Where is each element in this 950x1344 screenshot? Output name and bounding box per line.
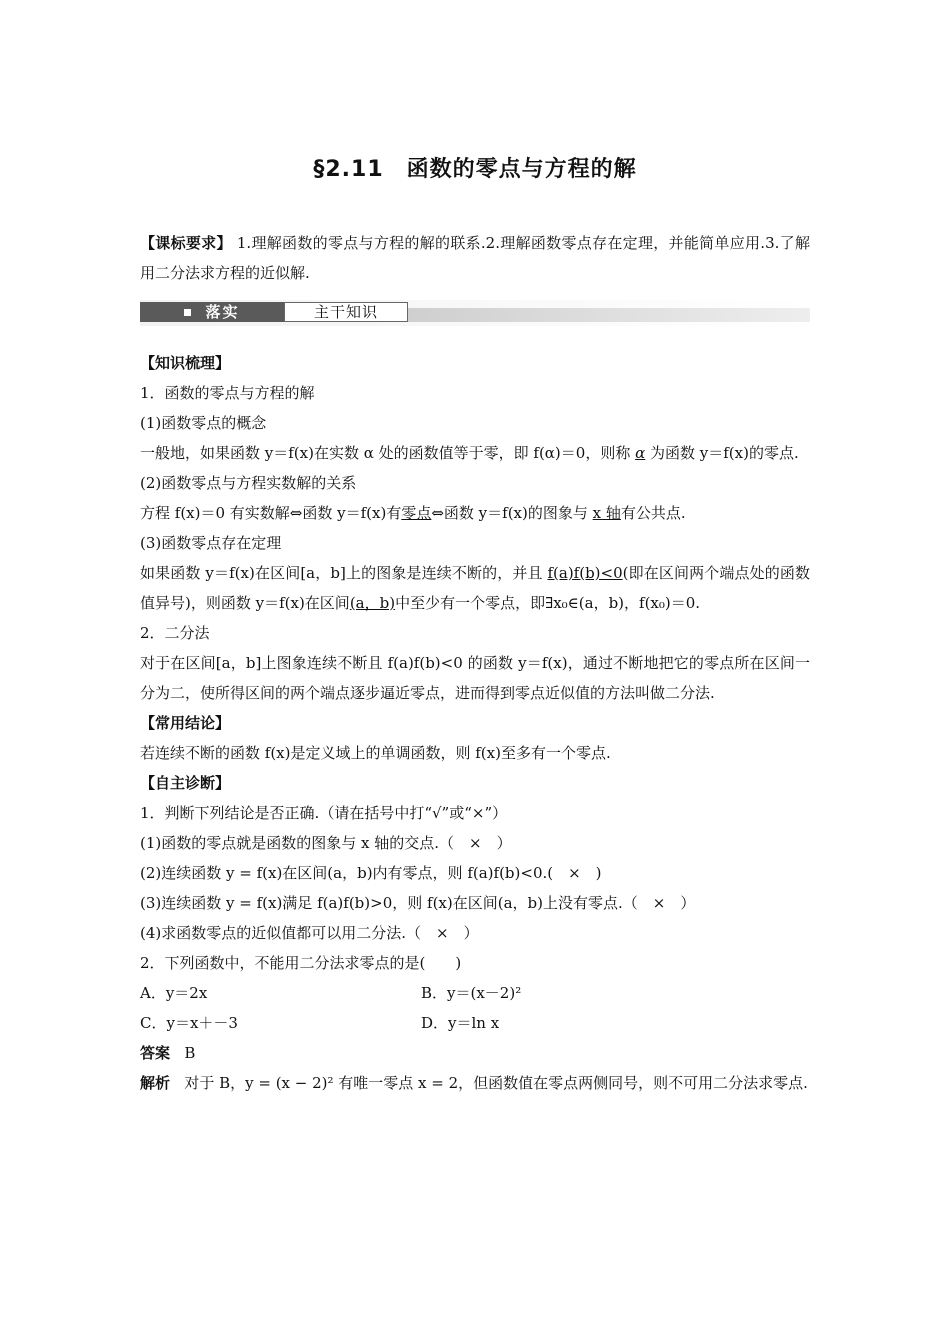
knowledge-sub-1: (1)函数零点的概念 xyxy=(140,414,267,432)
requirements-text: 1.理解函数的零点与方程的解的联系.2.理解函数零点存在定理，并能简单应用.3.了解用二分法求方程的近似解. xyxy=(140,234,810,282)
answer-line xyxy=(140,1038,810,1068)
section-banner xyxy=(140,300,810,326)
question-1-item: (3)连续函数 y = f(x)满足 f(a)f(b)>0，则 f(x)在区间(a，b)上没有零点.（ × ） xyxy=(140,894,696,912)
sub2-text-a: 方程 f(x)＝0 有实数解⇔函数 y＝f(x)有 xyxy=(140,504,402,522)
sub1-underline: α xyxy=(635,444,646,462)
option-a: A．y＝2x xyxy=(140,984,208,1002)
banner-rule xyxy=(408,308,810,322)
conclusion-heading: 【常用结论】 xyxy=(140,714,231,732)
analysis-text: 对于 B，y = (x − 2)² 有唯一零点 x = 2，但函数值在零点两侧同号，则不可用二分法求零点. xyxy=(184,1074,808,1092)
knowledge-heading: 【知识梳理】 xyxy=(140,354,231,372)
sub3-text-b: (即在区间两个端点处的函数值异号)，则函数 y＝f(x)在区间 xyxy=(140,564,810,612)
question-1-item: (2)连续函数 y = f(x)在区间(a，b)内有零点，则 f(a)f(b)<0.( × ) xyxy=(140,864,602,882)
option-d: D．y＝ln x xyxy=(421,1014,500,1032)
answer-label: 答案 xyxy=(140,1044,171,1062)
options-row-1 xyxy=(140,978,810,1008)
option-b: B．y＝(x－2)² xyxy=(421,984,522,1002)
sub3-underline-2: (a，b) xyxy=(349,594,396,612)
sub3-underline-1: f(a)f(b)<0 xyxy=(547,564,623,582)
banner-light-label: 主干知识 xyxy=(284,302,408,322)
conclusion-text: 若连续不断的函数 f(x)是定义域上的单调函数，则 f(x)至多有一个零点. xyxy=(140,744,611,762)
square-bullet-icon xyxy=(184,309,191,316)
knowledge-sub-2-text xyxy=(140,498,810,528)
content-body xyxy=(140,228,810,1098)
sub1-text-b: 为函数 y＝f(x)的零点. xyxy=(645,444,799,462)
knowledge-item-2-text: 对于在区间[a，b]上图象连续不断且 f(a)f(b)<0 的函数 y＝f(x)，通过不断地把它的零点所在区间一分为二，使所得区间的两个端点逐步逼近零点，进而得到零点近似值的方法叫做二分法. xyxy=(140,654,810,702)
knowledge-item-1: 1．函数的零点与方程的解 xyxy=(140,384,315,402)
analysis-line xyxy=(140,1068,810,1098)
requirements-tag: 【课标要求】 xyxy=(140,234,232,252)
knowledge-item-2: 2．二分法 xyxy=(140,624,210,642)
question-1-item: (4)求函数零点的近似值都可以用二分法.（ × ） xyxy=(140,924,479,942)
sub2-underline-1: 零点 xyxy=(401,504,432,522)
sub2-text-b: ⇔函数 y＝f(x)的图象与 xyxy=(431,504,593,522)
analysis-label: 解析 xyxy=(140,1074,171,1092)
sub1-text-a: 一般地，如果函数 y＝f(x)在实数 α 处的函数值等于零，即 f(α)＝0，则称 xyxy=(140,444,636,462)
knowledge-sub-2: (2)函数零点与方程实数解的关系 xyxy=(140,474,357,492)
page-title: §2.11 函数的零点与方程的解 xyxy=(313,157,637,182)
banner-dark-label xyxy=(140,302,284,322)
sub3-text-c: 中至少有一个零点，即∃x₀∈(a，b)，f(x₀)＝0. xyxy=(395,594,701,612)
knowledge-sub-1-text xyxy=(140,438,810,468)
answer-value: B xyxy=(184,1044,196,1062)
question-2: 2．下列函数中，不能用二分法求零点的是( ) xyxy=(140,954,462,972)
sub3-text-a: 如果函数 y＝f(x)在区间[a，b]上的图象是连续不断的，并且 xyxy=(140,564,548,582)
question-1: 1．判断下列结论是否正确.（请在括号中打“√”或“×”） xyxy=(140,804,508,822)
curriculum-requirements xyxy=(140,228,810,288)
question-1-item: (1)函数的零点就是函数的图象与 x 轴的交点.（ × ） xyxy=(140,834,512,852)
knowledge-sub-3: (3)函数零点存在定理 xyxy=(140,534,282,552)
knowledge-sub-3-text xyxy=(140,558,810,618)
sub2-underline-2: x 轴 xyxy=(592,504,621,522)
options-row-2 xyxy=(140,1008,810,1038)
option-c: C．y＝x＋－3 xyxy=(140,1014,238,1032)
sub2-text-c: 有公共点. xyxy=(620,504,686,522)
banner-left-text: 落实 xyxy=(205,303,240,321)
diagnosis-heading: 【自主诊断】 xyxy=(140,774,231,792)
